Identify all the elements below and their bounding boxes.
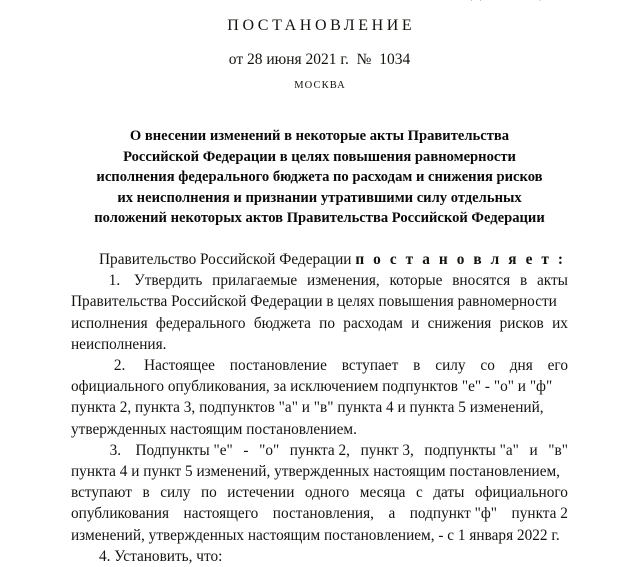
paragraph-line: изменений, утвержденных настоящим постановлением, - с 1 января 2022 г. <box>71 526 560 544</box>
paragraph-line: пункта 4 и пункт 5 изменений, утвержденных настоящим постановлением, <box>71 463 561 481</box>
decree-verb: п о с т а н о в л я е т : <box>355 251 566 268</box>
title-line: О внесении изменений в некоторые акты Правительства <box>129 128 510 144</box>
preamble-line <box>71 249 568 270</box>
document-kind-heading: ПОСТАНОВЛЕНИЕ <box>227 17 416 34</box>
paragraph-2 <box>71 355 568 440</box>
preamble-paragraph <box>71 249 568 270</box>
document-body <box>71 249 568 567</box>
masthead-cutoff <box>0 0 639 14</box>
paragraph-line: вступают в силу по истечении одного месяца с даты официального <box>71 484 568 502</box>
paragraph-line: исполнения федерального бюджета по расходам и снижения рисков их <box>71 314 568 332</box>
paragraph-number: 4. <box>99 547 115 565</box>
paragraph-line: 2. Настоящее постановление вступает в силу со дня его <box>71 355 568 376</box>
paragraph-line: 3. Подпункты "е" - "о" пункта 2, пункт 3, подпункты "а" и "в" <box>71 440 568 461</box>
paragraph-line: 4. Установить, что: <box>99 547 223 565</box>
paragraph-line: 1. Утвердить прилагаемые изменения, которые вносятся в акты <box>71 270 568 291</box>
paragraph-number: 3. <box>109 441 125 459</box>
paragraph-line: утвержденных настоящим постановлением. <box>71 420 357 438</box>
document-title <box>48 126 591 229</box>
title-line: Российской Федерации в целях повышения равномерности <box>123 148 516 165</box>
paragraph-line: пункта 2, пункта 3, подпунктов "а" и "в" пункта 4 и пункта 5 изменений, <box>71 399 544 417</box>
document-dateline: от 28 июня 2021 г. № 1034 <box>228 51 411 68</box>
title-line: их неисполнения и признании утратившими силу отдельных <box>117 189 522 206</box>
paragraph-line: Правительства Российской Федерации в целях повышения равномерности <box>71 293 557 311</box>
paragraph-number: 2. <box>113 357 130 375</box>
title-line: положений некоторых актов Правительства Российской Федерации <box>94 210 545 227</box>
paragraph-1 <box>71 270 568 355</box>
document-place: МОСКВА <box>294 80 346 91</box>
paragraph-line: официального опубликования, за исключением подпунктов "е" - "о" и "ф" <box>71 378 553 396</box>
paragraph-line: опубликования настоящего постановления, а подпункт "ф" пункта 2 <box>71 505 568 523</box>
paragraph-line: неисполнения. <box>71 335 167 353</box>
paragraph-4 <box>71 546 568 567</box>
masthead-cutoff-text <box>0 0 639 3</box>
paragraph-3 <box>71 440 568 546</box>
title-line: исполнения федерального бюджета по расходам и снижения рисков <box>96 169 543 186</box>
paragraph-number: 1. <box>108 272 125 290</box>
preamble-lead: Правительство Российской Федерации <box>99 251 356 268</box>
